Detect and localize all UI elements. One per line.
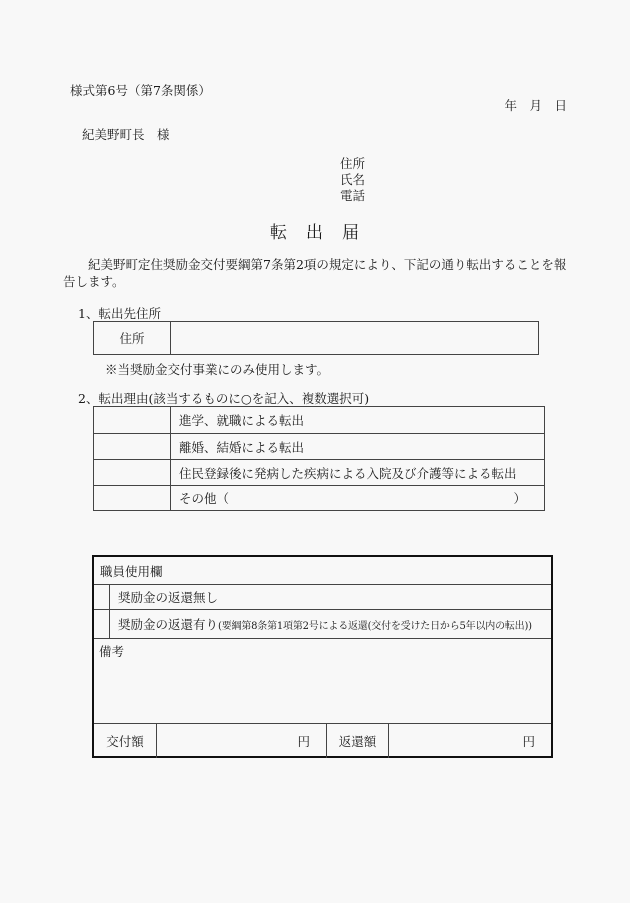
reason-mark-cell xyxy=(94,460,171,485)
remarks-cell xyxy=(94,638,551,723)
reason-row xyxy=(94,485,544,510)
body-line-2: 告します。 xyxy=(63,274,125,289)
staff-option-mark-cell xyxy=(94,610,110,638)
applicant-name-label: 氏名 xyxy=(340,172,366,187)
reason-label: 離婚、結婚による転出 xyxy=(179,439,305,455)
reason-table xyxy=(93,406,545,511)
refund-amount-cell: 円 xyxy=(522,734,535,749)
grant-amount-label: 交付額 xyxy=(94,724,157,758)
amounts-row xyxy=(94,723,551,758)
reason-mark-cell xyxy=(94,486,171,510)
body-paragraph xyxy=(63,256,571,290)
reason-label: 住民登録後に発病した疾病による入院及び介護等による転出 xyxy=(179,465,517,481)
reason-suffix: ） xyxy=(513,491,526,506)
page-title: 転 出 届 xyxy=(270,223,360,243)
remarks-label: 備考 xyxy=(99,644,125,659)
destination-address-table xyxy=(93,321,539,355)
staff-table-header: 職員使用欄 xyxy=(100,563,163,579)
refund-amount-label: 返還額 xyxy=(327,724,389,758)
section2-heading: 2、転出理由(該当するものに○を記入、複数選択可) xyxy=(78,391,370,406)
address-label-cell: 住所 xyxy=(94,322,171,354)
staff-option-label: 奨励金の返還有り xyxy=(118,617,219,632)
applicant-phone-label: 電話 xyxy=(340,188,366,203)
applicant-block xyxy=(340,156,365,204)
reason-label: 進学、就職による転出 xyxy=(179,413,305,428)
staff-option-row xyxy=(94,584,551,609)
addressee: 紀美野町長 様 xyxy=(82,127,170,142)
body-line-1: 紀美野町定住奨励金交付要綱第7条第2項の規定により、下記の通り転出することを報 xyxy=(88,257,567,272)
applicant-address-label: 住所 xyxy=(340,156,366,171)
staff-option-row xyxy=(94,609,551,638)
section1-heading: 1、転出先住所 xyxy=(78,306,161,321)
form-number: 様式第6号（第7条関係） xyxy=(70,83,211,98)
address-value-cell xyxy=(171,322,538,354)
reason-row xyxy=(94,433,544,459)
reason-mark-cell xyxy=(94,434,171,459)
staff-option-label: 奨励金の返還無し xyxy=(118,590,219,605)
grant-amount-cell: 円 xyxy=(157,724,327,758)
usage-note: ※当奨励金交付事業にのみ使用します。 xyxy=(105,362,330,377)
reason-row xyxy=(94,459,544,485)
staff-use-table xyxy=(92,555,553,758)
date-line: 年 月 日 xyxy=(504,98,567,113)
staff-option-detail: (要綱第8条第1項第2号による返還(交付を受けた日から5年以内の転出)) xyxy=(218,620,532,632)
reason-row xyxy=(94,407,544,433)
reason-label: その他（ xyxy=(179,491,230,506)
reason-mark-cell xyxy=(94,407,171,433)
staff-option-mark-cell xyxy=(94,585,110,609)
